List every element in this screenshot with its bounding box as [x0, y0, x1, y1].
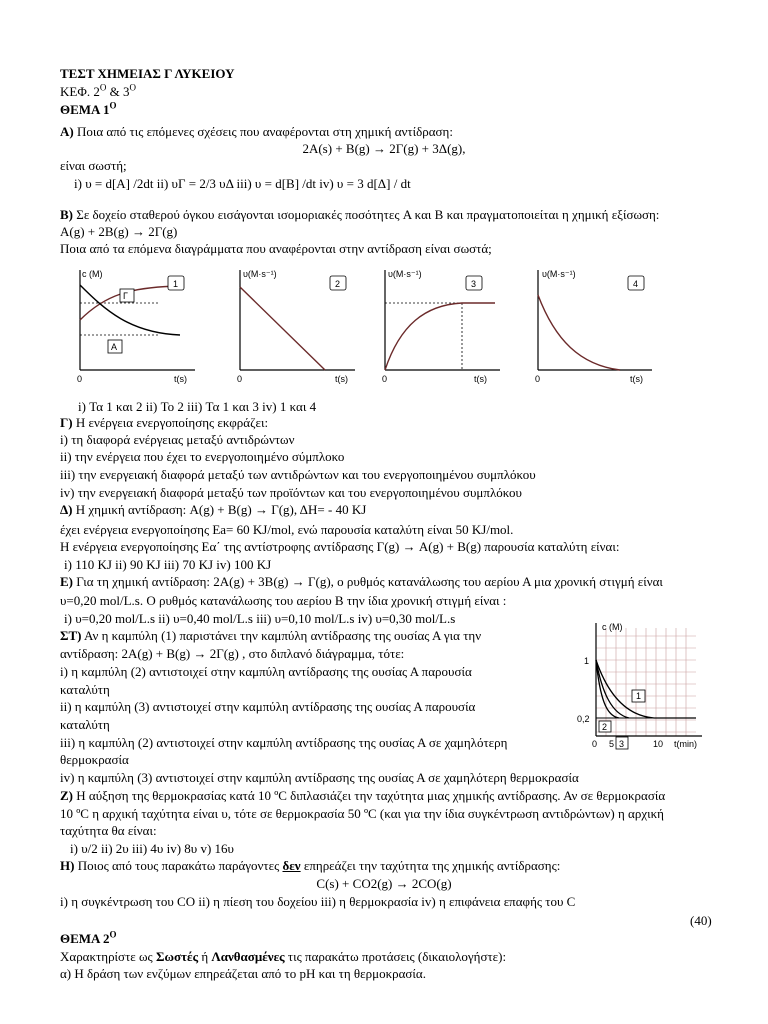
graph-3-xlabel: t(s): [474, 374, 487, 384]
st-graph-curve-2-label: 2: [602, 722, 608, 732]
theme2-statement-a: α) Η δράση των ενζύμων επηρεάζεται από το pH και τη θερμοκρασία.: [60, 966, 426, 981]
st-graph-ylabel: c (M): [602, 622, 623, 632]
question-st-option-2b: καταλύτη: [60, 717, 110, 732]
question-z: Ζ) Η αύξηση της θερμοκρασίας κατά 10 ºC διπλασιάζει την ταχύτητα μιας χημικής αντίδρασης. Αν σε θερμοκρασία: [60, 788, 666, 803]
question-d-options: i) 110 KJ ii) 90 KJ iii) 70 KJ iv) 100 KJ: [64, 557, 272, 572]
question-h-equation: C(s) + CO2(g) → 2CO(g): [316, 876, 452, 891]
question-a-options: i) υ = d[A] /2dt ii) υΓ = 2/3 υΔ iii) υ = d[B] /dt iv) υ = 3 d[Δ] / dt: [74, 176, 411, 191]
graph-3-ylabel: υ(M·s⁻¹): [388, 269, 422, 279]
graph-3: [370, 265, 510, 390]
graph-4-origin: 0: [535, 374, 541, 384]
question-st: ΣΤ) Αν η καμπύλη (1) παριστάνει την καμπύλη αντίδρασης της ουσίας Α για την: [60, 628, 482, 643]
question-st-option-1a: i) η καμπύλη (2) αντιστοιχεί στην καμπύλη αντίδρασης της ουσίας Α παρουσία: [60, 664, 472, 679]
question-g-option-1: i) τη διαφορά ενέργειας μεταξύ αντιδρώντων: [60, 432, 295, 447]
graph-1: [60, 265, 200, 390]
question-z-line2: 10 ºC η αρχική ταχύτητα είναι υ, τότε σε θερμοκρασία 50 ºC (και για την ίδια συγκέντρωση αντιδρώντων) η αρχική: [60, 806, 664, 821]
theme2-heading: ΘΕΜΑ $2^O$: [60, 929, 117, 946]
st-graph-x10: 10: [653, 739, 664, 749]
question-d-line2: έχει ενέργεια ενεργοποίησης Εa= 60 KJ/mol, ενώ παρουσία καταλύτη είναι 50 KJ/mol.: [60, 522, 514, 537]
question-h-options: i) η συγκέντρωση του CO ii) η πίεση του δοχείου iii) η θερμοκρασία iv) η επιφάνεια επαφής του C: [60, 894, 576, 909]
graph-1-number: 1: [173, 279, 179, 289]
question-st-option-3a: iii) η καμπύλη (2) αντιστοιχεί στην καμπύλη αντίδρασης της ουσίας Α σε χαμηλότερη: [60, 735, 508, 750]
graph-1-origin: 0: [77, 374, 83, 384]
st-graph-xlabel: t(min): [674, 739, 697, 749]
score: (40): [690, 913, 712, 928]
question-d-line3: Η ενέργεια ενεργοποίησης Εα΄ της αντίστροφης αντίδρασης Γ(g) → A(g) + Β(g) παρουσία καταλύτη είναι:: [60, 539, 620, 554]
st-graph-curve-3-label: 3: [619, 739, 625, 749]
graph-1-label-a: A: [111, 342, 118, 352]
graph-2-ylabel: υ(M·s⁻¹): [243, 269, 277, 279]
st-graph-y02: 0,2: [577, 714, 590, 724]
question-g-option-3: iii) την ενεργειακή διαφορά μεταξύ των αντιδρώντων και του ενεργοποιημένου συμπλόκου: [60, 467, 536, 482]
question-st-line2: αντίδραση: 2A(g) + Β(g) → 2Γ(g) , στο διπλανό διάγραμμα, τότε:: [60, 646, 405, 661]
st-graph: [574, 618, 714, 753]
st-graph-x5: 5: [609, 739, 615, 749]
question-e-line2: υ=0,20 mol/L.s. Ο ρυθμός κατανάλωσης του αερίου Β την ίδια χρονική στιγμή είναι :: [60, 593, 507, 608]
graph-3-origin: 0: [382, 374, 388, 384]
question-b-equation: Α(g) + 2Β(g) → 2Γ(g): [60, 224, 178, 239]
question-e: Ε) Για τη χημική αντίδραση: 2Α(g) + 3Β(g) → Γ(g), ο ρυθμός κατανάλωσης του αερίου Α μια χρονική στιγμή είναι: [60, 574, 663, 589]
page-title: ΤΕΣΤ ΧΗΜΕΙΑΣ Γ ΛΥΚΕΙΟΥ: [60, 66, 235, 81]
graph-2-line: [240, 287, 325, 370]
question-a-equation: 2Α(s) + Β(g) → 2Γ(g) + 3Δ(g),: [302, 141, 466, 156]
theme1-heading: ΘΕΜΑ $1^O$: [60, 100, 117, 117]
question-a: Α) Ποια από τις επόμενες σχέσεις που αναφέρονται στη χημική αντίδραση:: [60, 124, 453, 139]
question-st-option-4: iv) η καμπύλη (3) αντιστοιχεί στην καμπύλη αντίδρασης της ουσίας Α σε χαμηλότερη θερμοκρασία: [60, 770, 579, 785]
graph-3-curve: [385, 303, 495, 370]
chapters-line: ΚΕΦ. $2^O$ & $3^O$: [60, 82, 136, 99]
graph-2-xlabel: t(s): [335, 374, 348, 384]
graph-3-number: 3: [471, 279, 477, 289]
question-d: Δ) Η χημική αντίδραση: A(g) + Β(g) → Γ(g), ΔH= - 40 KJ: [60, 502, 367, 517]
question-st-option-1b: καταλύτη: [60, 682, 110, 697]
question-z-line3: ταχύτητα θα είναι:: [60, 823, 157, 838]
st-graph-y1: 1: [584, 656, 590, 666]
question-g: Γ) Η ενέργεια ενεργοποίησης εκφράζει:: [60, 415, 269, 430]
graph-4-xlabel: t(s): [630, 374, 643, 384]
question-h: Η) Ποιος από τους παρακάτω παράγοντες δεν επηρεάζει την ταχύτητα της χημικής αντίδρασης:: [60, 858, 561, 873]
question-z-options: i) υ/2 ii) 2υ iii) 4υ iv) 8υ v) 16υ: [70, 841, 234, 856]
st-graph-origin: 0: [592, 739, 598, 749]
graph-1-xlabel: t(s): [174, 374, 187, 384]
graph-1-ylabel: c (M): [82, 269, 103, 279]
question-g-option-4: iv) την ενεργειακή διαφορά μεταξύ των προϊόντων και του ενεργοποιημένου συμπλόκου: [60, 485, 522, 500]
graph-2-number: 2: [335, 279, 341, 289]
question-e-options: i) υ=0,20 mol/L.s ii) υ=0,40 mol/L.s iii) υ=0,10 mol/L.s iv) υ=0,30 mol/L.s: [64, 611, 456, 626]
question-b: Β) Σε δοχείο σταθερού όγκου εισάγονται ισομοριακές ποσότητες A και B και πραγματοποιείται η χημική εξίσωση:: [60, 207, 660, 222]
theme2-intro: Χαρακτηρίστε ως Σωστές ή Λανθασμένες τις παρακάτω προτάσεις (δικαιολογήστε):: [60, 949, 507, 964]
question-b-options: i) Τα 1 και 2 ii) Το 2 iii) Τα 1 και 3 iv) 1 και 4: [78, 399, 317, 414]
question-st-option-2a: ii) η καμπύλη (3) αντιστοιχεί στην καμπύλη αντίδρασης της ουσίας Α παρουσία: [60, 699, 476, 714]
question-a-text2: είναι σωστή;: [60, 158, 127, 173]
graph-4-ylabel: υ(M·s⁻¹): [542, 269, 576, 279]
graph-4-curve: [538, 295, 620, 370]
question-b-text2: Ποια από τα επόμενα διαγράμματα που αναφέρονται στην αντίδραση είναι σωστά;: [60, 241, 492, 256]
st-graph-curve-1-label: 1: [636, 691, 642, 701]
question-g-option-2: ii) την ενέργεια που έχει το ενεργοποιημένο σύμπλοκο: [60, 449, 345, 464]
question-st-option-3b: θερμοκρασία: [60, 752, 129, 767]
graph-4-number: 4: [633, 279, 639, 289]
graph-2-origin: 0: [237, 374, 243, 384]
graph-2: [225, 265, 365, 390]
graph-4: [520, 265, 660, 390]
graph-1-label-gamma: Γ: [123, 291, 128, 301]
